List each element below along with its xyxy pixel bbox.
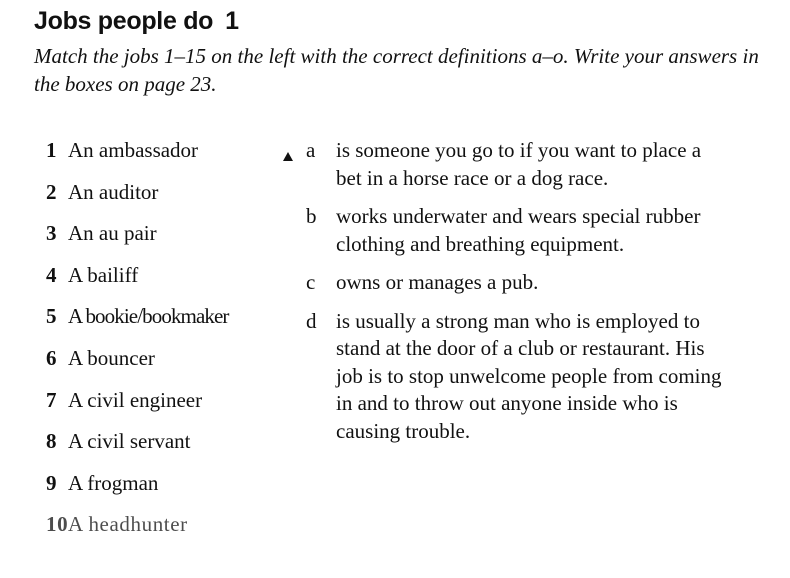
- definition-letter: b: [306, 204, 317, 228]
- title-text: Jobs people do: [34, 7, 214, 35]
- definition-item: [306, 203, 786, 258]
- definition-item: [306, 308, 786, 446]
- job-text: A headhunter: [68, 512, 188, 537]
- job-item: [46, 345, 296, 387]
- job-number: 6: [46, 345, 57, 370]
- definition-text: is someone you go to if you want to place a bet in a horse race or a dog race.: [336, 138, 702, 190]
- job-text: A civil servant: [68, 429, 191, 454]
- job-text: An ambassador: [68, 138, 199, 162]
- job-text: A civil engineer: [68, 387, 203, 412]
- job-number: 5: [46, 304, 57, 329]
- job-item: [46, 303, 296, 345]
- job-number: 3: [46, 221, 57, 246]
- definition-text: is usually a strong man who is employed to stand at the door of a club or restaurant. His job is to stop unwelcome people from coming in and to throw out anyone inside who is causing trouble.: [336, 308, 722, 443]
- definition-letter: a: [306, 138, 316, 162]
- definition-letter: d: [306, 308, 317, 333]
- page-title: [34, 6, 239, 36]
- definition-text: owns or manages a pub.: [336, 270, 539, 294]
- title-number: 1: [225, 7, 239, 35]
- definition-item: [306, 269, 786, 297]
- job-number: 8: [46, 429, 57, 454]
- job-text: A bookie/bookmaker: [68, 304, 229, 329]
- job-text: An auditor: [68, 179, 159, 204]
- job-number: 9: [46, 470, 57, 495]
- job-text: An au pair: [68, 221, 157, 246]
- job-item: [46, 387, 296, 429]
- job-item: [46, 470, 296, 512]
- job-number: 1: [46, 138, 57, 162]
- definition-letter: c: [306, 270, 316, 294]
- job-item: [46, 179, 296, 221]
- job-text: A bailiff: [68, 262, 139, 287]
- definition-item: [306, 137, 786, 192]
- job-item: [46, 137, 296, 179]
- job-text: A frogman: [68, 470, 159, 495]
- job-item: [46, 511, 296, 553]
- job-number: 10: [46, 512, 69, 537]
- definition-text: works underwater and wears special rubber clothing and breathing equipment.: [336, 204, 701, 256]
- instructions: Match the jobs 1–15 on the left with the correct definitions a–o. Write your answers in the boxes on page 23.: [34, 44, 759, 96]
- job-item: [46, 262, 296, 304]
- job-text: A bouncer: [68, 345, 155, 370]
- job-item: [46, 428, 296, 470]
- triangle-marker-icon: [283, 152, 293, 161]
- jobs-list: [46, 137, 296, 553]
- job-number: 7: [46, 387, 57, 412]
- job-number: 4: [46, 262, 57, 287]
- job-number: 2: [46, 179, 57, 204]
- definitions-list: [306, 137, 786, 456]
- job-item: [46, 220, 296, 262]
